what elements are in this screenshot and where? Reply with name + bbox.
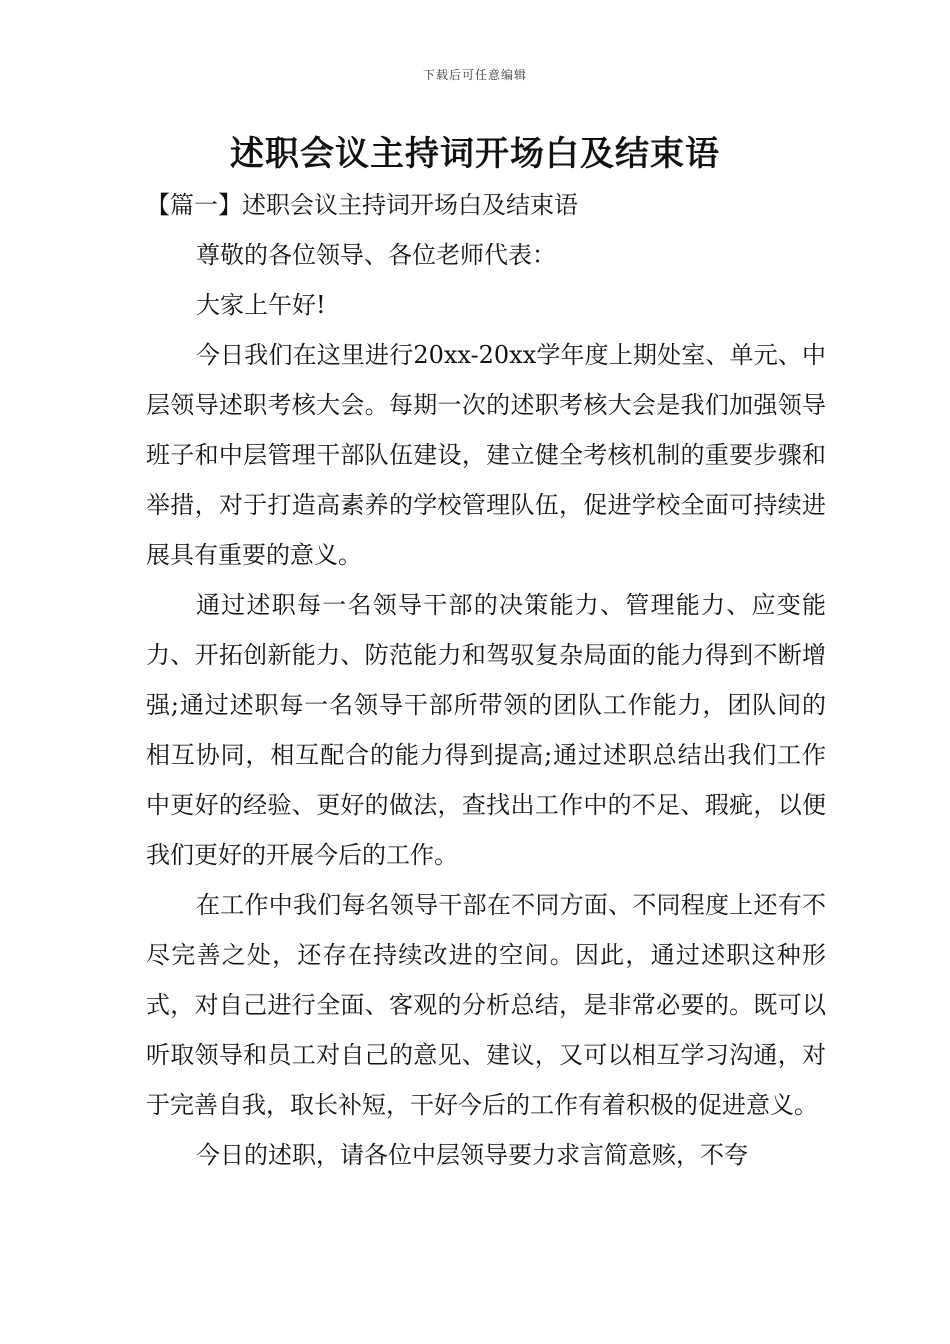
- section-heading: 【篇一】述职会议主持词开场白及结束语: [146, 191, 578, 219]
- paragraph: 在工作中我们每名领导干部在不同方面、不同程度上还有不尽完善之处，还存在持续改进的空间。因此，通过述职这种形式，对自己进行全面、客观的分析总结，是非常必要的。既可以听取领导和员工对自己的意见、建议，又可以相互学习沟通，对于完善自我，取长补短，干好今后的工作有着积极的促进意义。: [146, 891, 826, 1119]
- paragraph: 今日我们在这里进行20xx-20xx学年度上期处室、单元、中层领导述职考核大会。每期一次的述职考核大会是我们加强领导班子和中层管理干部队伍建设，建立健全考核机制的重要步骤和举措，对于打造高素养的学校管理队伍，促进学校全面可持续进展具有重要的意义。: [146, 341, 826, 569]
- paragraph-greeting: 大家上午好!: [196, 291, 326, 319]
- paragraph: 今日的述职，请各位中层领导要力求言简意赅，不夸: [196, 1141, 748, 1169]
- paragraph-salutation: 尊敬的各位领导、各位老师代表：: [196, 241, 556, 269]
- paragraph: 通过述职每一名领导干部的决策能力、管理能力、应变能力、开拓创新能力、防范能力和驾驭复杂局面的能力得到不断增强;通过述职每一名领导干部所带领的团队工作能力，团队间的相互协同，相互配合的能力得到提高;通过述职总结出我们工作中更好的经验、更好的做法，查找出工作中的不足、瑕疵，以便我们更好的开展今后的工作。: [146, 591, 826, 869]
- document-title: 述职会议主持词开场白及结束语: [230, 134, 720, 174]
- header-note: 下载后可任意编辑: [422, 68, 527, 82]
- document-body: [146, 180, 826, 1180]
